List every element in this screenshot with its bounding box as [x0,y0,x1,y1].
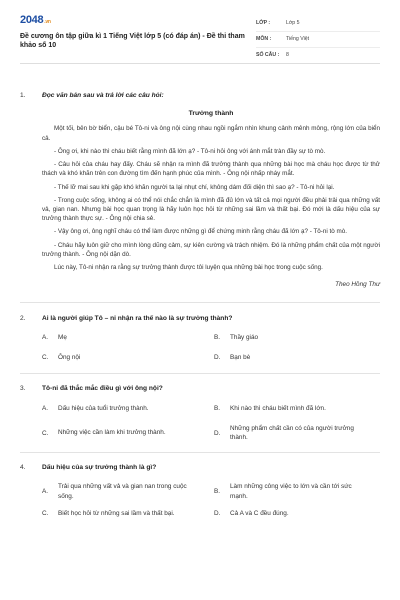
passage-paragraph: - Ông ơi, khi nào thì cháu biết rằng mình đã lớn ạ? - Tô-ni hỏi ông với ánh mắt tràn đầy sự tò mò. [54,147,326,155]
answer-option-a[interactable] [42,333,214,343]
meta-value: 8 [286,52,289,58]
question-4 [20,463,380,518]
option-text: Biết học hỏi từ những sai lầm và thất bại. [58,509,175,517]
question-body [42,314,380,363]
option-text: Ông nội [58,353,81,361]
logo-suffix: .vn [44,19,51,25]
answer-option-b[interactable] [214,482,380,501]
answer-options [42,404,380,443]
question-number: 1. [20,92,26,99]
option-text: Những việc cần làm khi trưởng thành. [58,429,166,437]
passage-paragraph: Một tối, bên bờ biển, cậu bé Tô-ni và ông nội cùng nhau ngồi ngắm nhìn khung cảnh mênh mông, rộng lớn của biển cả. [42,125,380,142]
meta-value: Tiếng Việt [286,36,310,42]
passage-paragraph: Lúc này, Tô-ni nhận ra rằng sự trưởng thành được tôi luyện qua những bài học trong cuộc sống. [54,264,323,272]
answer-options [42,482,380,518]
meta-row-subject [256,32,380,48]
option-text: Cả A và C đều đúng. [230,509,289,517]
answer-option-d[interactable] [214,353,380,363]
answer-option-a[interactable] [42,482,214,501]
passage-paragraph: - Câu hỏi của cháu hay đấy. Cháu sẽ nhận ra mình đã trưởng thành qua những bài học mà cháu học được từ thử thách và khó khăn trên con đường tìm đến hạnh phúc của mình. - Ông nội nhấp nháy mắt. [42,161,380,178]
answer-option-d[interactable] [214,424,380,443]
meta-value: Lớp 5 [286,20,300,26]
passage-paragraph: - Thế lỡ mai sau khi gặp khó khăn người ta lại nhụt chí, không dám đối diện thì sao ạ? - Tô-ni hỏi lại. [54,183,335,191]
option-text: Dấu hiệu của tuổi trưởng thành. [58,404,149,412]
option-text: Thầy giáo [230,334,259,342]
divider [20,373,380,374]
passage-paragraph: - Vậy ông ơi, ông nghĩ cháu có thể làm được những gì để chứng minh rằng cháu đã lớn ạ? - Tô-ni tò mò. [54,228,348,236]
question-2 [20,314,380,363]
document-title: Đề cương ôn tập giữa kì 1 Tiếng Việt lớp 5 (có đáp án) - Đề thi tham khảo số 10 [20,33,245,50]
answer-option-c[interactable] [42,353,214,363]
meta-panel [256,14,380,63]
option-text: Những phẩm chất cần có của người trưởng thành. [230,424,354,442]
question-body [42,384,380,442]
divider [20,452,380,453]
meta-label: LỚP : [256,20,271,26]
option-letter: D. [214,353,221,361]
site-logo[interactable] [20,14,252,28]
question-text: Ai là người giúp Tô – ni nhận ra thế nào là sự trưởng thành? [42,314,233,322]
option-letter: C. [42,353,49,361]
question-body [42,91,380,290]
answer-option-a[interactable] [42,404,214,414]
option-letter: A. [42,405,49,413]
option-text: Bạn bè [230,353,251,361]
option-text: Làm những công việc to lớn và cần tới sức mạnh. [230,483,352,500]
answer-option-b[interactable] [214,404,380,414]
answer-options [42,333,380,362]
question-text: Tô-ni đã thắc mắc điều gì với ông nội? [42,385,163,393]
option-letter: A. [42,334,49,342]
passage-paragraph: - Trong cuộc sống, không ai có thể nói chắc chắn là mình đã đủ lớn và tất cả mọi người đều phải trải qua những vất vả, gian nan. Nhưng bài học quan trọng là hãy luôn học hỏi từ những sai lầm và thất bại. Đó mới là dấu hiệu của sự trưởng thành thực sự. - Ông nội chia sẻ. [42,196,380,223]
answer-option-b[interactable] [214,333,380,343]
meta-label: MÔN : [256,36,272,42]
option-letter: C. [42,429,49,437]
option-text: Khi nào thì cháu biết mình đã lớn. [230,404,326,412]
question-text: Dấu hiệu của sự trưởng thành là gì? [42,463,157,471]
question-3 [20,384,380,442]
option-letter: A. [42,488,49,496]
passage-title: Trưởng thành [188,109,234,117]
header-left [20,14,252,63]
document-header [20,14,380,64]
option-letter: B. [214,334,221,342]
answer-option-c[interactable] [42,424,214,443]
question-body [42,463,380,518]
meta-row-question-count [256,48,380,63]
passage-author: Theo Hồng Thư [335,281,380,289]
option-letter: B. [214,405,221,413]
option-text: Mẹ [58,334,67,342]
option-text: Trải qua những vất vả và gian nan trong cuộc sống. [58,483,187,500]
option-letter: B. [214,488,221,496]
option-letter: D. [214,509,221,517]
answer-option-d[interactable] [214,509,380,519]
meta-row-grade [256,16,380,32]
question-1 [20,91,380,290]
logo-text: 2048 [20,14,44,26]
question-number: 4. [20,463,26,471]
option-letter: C. [42,509,49,517]
question-text: Đọc văn bản sau và trả lời các câu hỏi: [42,92,164,99]
passage-paragraph: - Cháu hãy luôn giữ cho mình lòng dũng cảm, sự kiên cường và trách nhiệm. Đó là những phẩm chất của một người trưởng thành. - Ông nội dặn dò. [42,241,380,258]
answer-option-c[interactable] [42,509,214,519]
question-number: 2. [20,314,26,322]
question-number: 3. [20,385,26,393]
meta-label: SỐ CÂU : [256,52,280,58]
option-letter: D. [214,429,221,437]
divider [20,302,380,303]
